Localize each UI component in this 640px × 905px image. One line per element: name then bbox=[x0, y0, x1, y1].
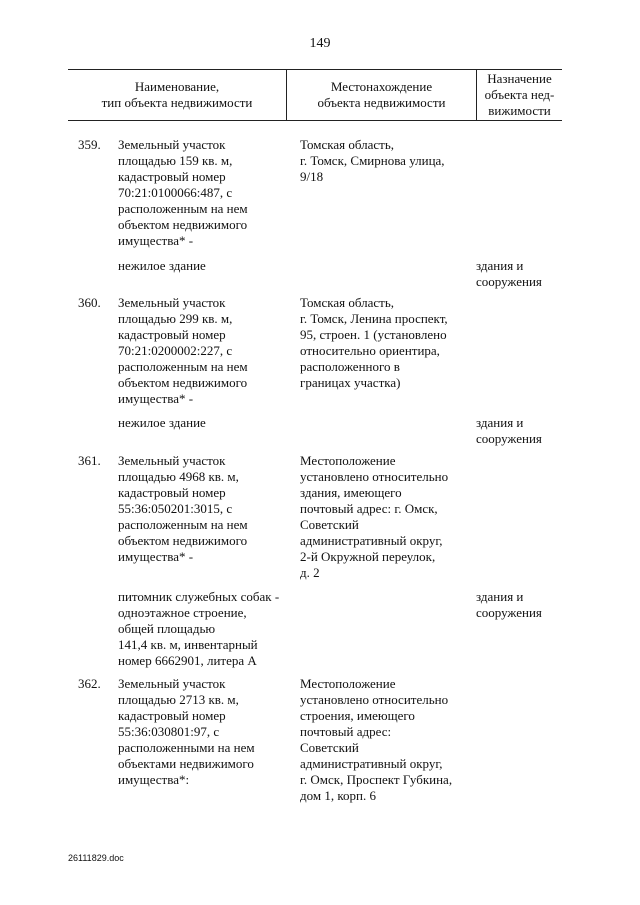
row-sub-name: нежилое здание bbox=[118, 258, 206, 273]
row-sub-purpose: здания и сооружения bbox=[476, 415, 542, 446]
table-top-rule bbox=[68, 69, 562, 70]
row-name: Земельный участок площадью 299 кв. м, кадастровый номер 70:21:0200002:227, с расположенным на нем объектом недвижимого имущества* - bbox=[118, 295, 248, 406]
page-number: 149 bbox=[309, 36, 331, 51]
row-number: 362. bbox=[78, 676, 101, 691]
row-sub-name: питомник служебных собак - одноэтажное строение, общей площадью 141,4 кв. м, инвентарный номер 6662901, литера А bbox=[118, 589, 280, 668]
row-location: Томская область, г. Томск, Ленина проспект, 95, строен. 1 (установлено относительно ориентира, расположенного в границах участка) bbox=[300, 295, 448, 390]
row-number: 359. bbox=[78, 137, 101, 152]
row-name: Земельный участок площадью 159 кв. м, кадастровый номер 70:21:0100066:487, с расположенным на нем объектом недвижимого имущества* - bbox=[118, 137, 248, 248]
row-number: 360. bbox=[78, 295, 101, 310]
row-sub-purpose: здания и сооружения bbox=[476, 258, 542, 289]
table-header-rule bbox=[68, 120, 562, 121]
row-sub-purpose: здания и сооружения bbox=[476, 589, 542, 620]
row-name: Земельный участок площадью 2713 кв. м, кадастровый номер 55:36:030801:97, с расположенными на нем объектами недвижимого имущества*: bbox=[118, 676, 255, 787]
row-name: Земельный участок площадью 4968 кв. м, кадастровый номер 55:36:050201:3015, с расположенным на нем объектом недвижимого имущества* - bbox=[118, 453, 248, 564]
row-location: Местоположение установлено относительно строения, имеющего почтовый адрес: Советский административный округ, г. Омск, Проспект Губкина, дом 1, корп. 6 bbox=[300, 676, 453, 803]
header-purpose: Назначение объекта нед- вижимости bbox=[484, 71, 555, 118]
row-number: 361. bbox=[78, 453, 101, 468]
header-location: Местонахождение объекта недвижимости bbox=[317, 79, 446, 110]
row-location: Местоположение установлено относительно здания, имеющего почтовый адрес: г. Омск, Советский административный округ, 2-й Окружной переулок, д. 2 bbox=[300, 453, 449, 580]
document-filename: 26111829.doc bbox=[68, 853, 124, 863]
header-name: Наименование, тип объекта недвижимости bbox=[101, 79, 253, 110]
row-sub-name: нежилое здание bbox=[118, 415, 206, 430]
row-location: Томская область, г. Томск, Смирнова улица, 9/18 bbox=[300, 137, 445, 184]
